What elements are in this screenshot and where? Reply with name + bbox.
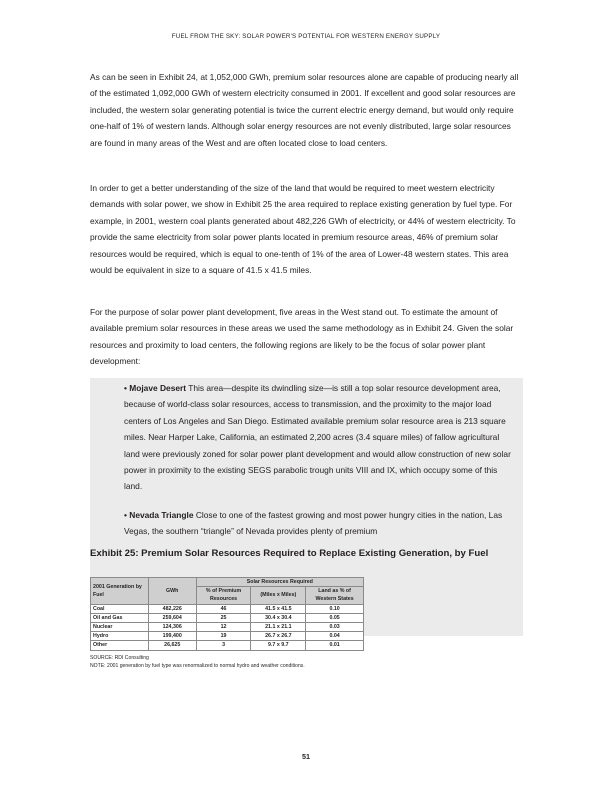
table-cell: 199,400 [148,632,196,641]
running-head: FUEL FROM THE SKY: SOLAR POWER'S POTENTIAL FOR WESTERN ENERGY SUPPLY [171,33,441,40]
table-cell: 41.5 x 41.5 [251,604,306,613]
table-cell: 0.03 [306,623,364,632]
exhibit-source: SOURCE: RDI Consulting [90,655,149,661]
bullet-mojave-desert [124,380,514,495]
table-cell: Coal [91,604,149,613]
table-row [91,641,364,650]
body-paragraph: In order to get a better understanding of the size of the land that would be required to meet western electricity demands with solar power, we show in Exhibit 25 the area required to replace existing generation by fuel type. For example, in 2001, western coal plants generated about 482,226 GWh of electricity, or 44% of western electricity. To provide the same electricity from solar power plants located in premium resource areas, 46% of premium solar resources would be required, which is equal to one-tenth of 1% of the area of Lower-48 western states. This area would be equivalent in size to a square of 41.5 x 41.5 miles. [90,183,516,276]
table-cell: 12 [196,623,251,632]
bullet-nevada-triangle [124,507,514,540]
bullet-title: Nevada Triangle [129,510,194,520]
column-header: (Miles x Miles) [251,587,306,604]
table-cell: 25 [196,613,251,622]
exhibit-notes [90,654,523,670]
table-cell: 0.04 [306,632,364,641]
column-header: % of Premium Resources [196,587,251,604]
bullet-text: This area—despite its dwindling size—is still a top solar resource development area, because of world-class solar resources, access to transmission, and the proximity to the major load centers of Los Angeles and San Diego. Estimated available premium solar resource area is 213 square miles. Near Harper Lake, California, an estimated 2,200 acres (3.4 square miles) of fallow agricultural land were previously zoned for solar power plant development and would allow construction of new solar power in proximity to the existing SEGS parabolic trough units VIII and IX, which occupy some of this land. [124,383,511,492]
exhibit-title: Exhibit 25: Premium Solar Resources Required to Replace Existing Generation, by Fuel [90,548,489,559]
table-cell: 482,226 [148,604,196,613]
column-header: 2001 Generation by Fuel [91,578,149,605]
table-cell: 259,604 [148,613,196,622]
table-cell: 0.10 [306,604,364,613]
table-cell: 21.1 x 21.1 [251,623,306,632]
group-header: Solar Resources Required [196,578,363,587]
table-cell: 46 [196,604,251,613]
exhibit-table [90,577,364,651]
body-paragraph: For the purpose of solar power plant development, five areas in the West stand out. To estimate the amount of available premium solar resources in these areas we used the same methodology as in Exhibit 24. Given the solar resources and proximity to load centers, the following regions are likely to be the focus of solar power plant development: [90,307,514,367]
table-cell: Nuclear [91,623,149,632]
table-cell: 9.7 x 9.7 [251,641,306,650]
table-cell: 0.05 [306,613,364,622]
table-cell: Hydro [91,632,149,641]
exhibit-note: NOTE: 2001 generation by fuel type was renormalized to normal hydro and weather conditions. [90,663,305,669]
table-cell: Other [91,641,149,650]
bullet-marker: • [124,383,127,393]
table-row [91,604,364,613]
bullet-marker: • [124,510,127,520]
table-cell: 0.01 [306,641,364,650]
bullet-text: Close to one of the fastest growing and most power hungry cities in the nation, Las Vegas, the southern “triangle” of Nevada provides plenty of premium [124,510,503,537]
table-row [91,613,364,622]
table-row [91,632,364,641]
body-paragraph: As can be seen in Exhibit 24, at 1,052,000 GWh, premium solar resources alone are capable of producing nearly all of the estimated 1,092,000 GWh of western electricity consumed in 2001. If excellent and good solar resources are included, the western solar generating potential is twice the current electric energy demand, but would only require one-half of 1% of western lands. Although solar energy resources are not evenly distributed, large solar resources are found in many areas of the West and are often located close to load centers. [90,72,519,148]
table-cell: Oil and Gas [91,613,149,622]
table-cell: 19 [196,632,251,641]
column-header: Land as % of Western States [306,587,364,604]
page-number: 51 [302,752,310,761]
table-cell: 3 [196,641,251,650]
table-cell: 26,625 [148,641,196,650]
table-cell: 30.4 x 30.4 [251,613,306,622]
bullet-title: Mojave Desert [129,383,187,393]
table-cell: 124,306 [148,623,196,632]
column-header: GWh [148,578,196,605]
table-row [91,623,364,632]
table-cell: 26.7 x 26.7 [251,632,306,641]
